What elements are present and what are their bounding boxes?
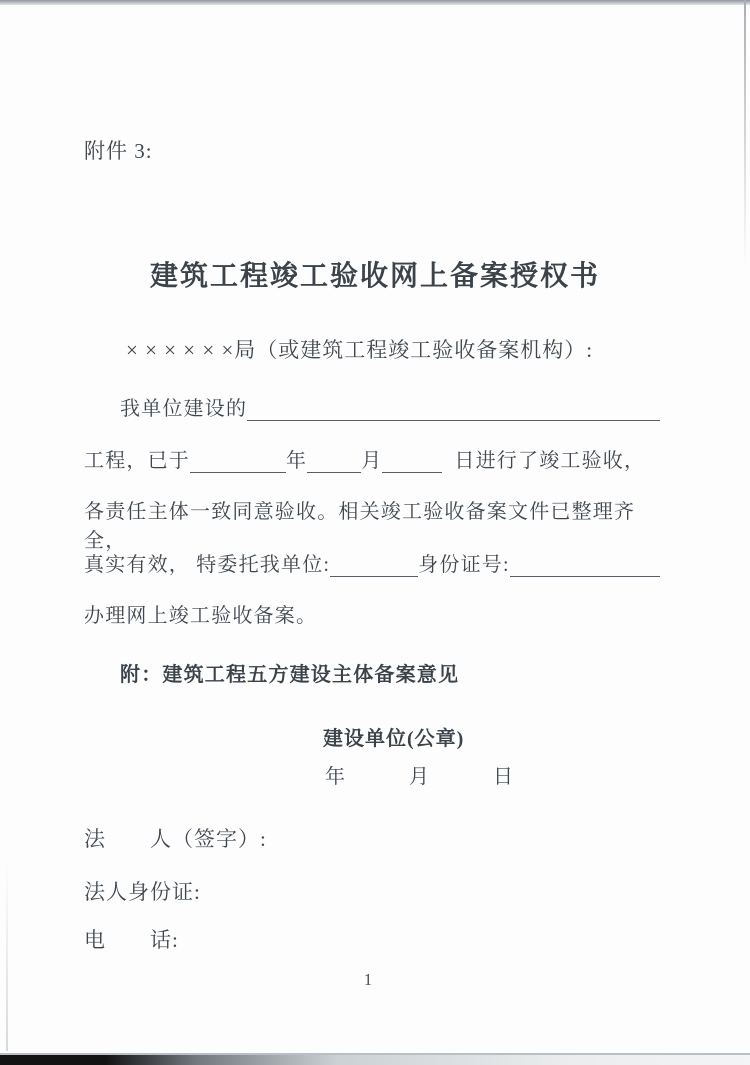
scan-edge-left bbox=[6, 860, 8, 1051]
attachment-note: 附：建筑工程五方建设主体备案意见 bbox=[120, 664, 460, 686]
month-label: 月 bbox=[361, 450, 383, 472]
salutation-line: × × × × × ×局（或建筑工程竣工验收备案机构）: bbox=[126, 338, 594, 362]
document-title: 建筑工程竣工验收网上备案授权书 bbox=[149, 260, 600, 291]
signature-date-line: 年 月 日 bbox=[325, 766, 514, 788]
legal-person-id-field: 法人身份证: bbox=[84, 880, 201, 904]
body-line-1-text: 我单位建设的 bbox=[120, 398, 248, 420]
id-number-label: 身份证号: bbox=[418, 554, 510, 576]
year-blank bbox=[190, 447, 286, 473]
body-line-5: 办理网上竣工验收备案。 bbox=[84, 605, 318, 627]
project-name-blank bbox=[247, 395, 660, 421]
scan-edge-right bbox=[744, 0, 746, 270]
body-line-2 bbox=[84, 443, 660, 473]
body-line-2-prefix: 工程，已于 bbox=[84, 450, 190, 472]
construction-unit-seal-line: 建设单位(公章) bbox=[323, 728, 465, 750]
body-line-4-prefix: 真实有效， 特委托我单位: bbox=[84, 554, 331, 576]
attachment-label: 附件 3: bbox=[84, 139, 153, 163]
month-blank bbox=[307, 447, 361, 473]
body-line-1 bbox=[84, 391, 660, 421]
day-blank bbox=[382, 447, 442, 473]
legal-person-signature-field: 法 人（签字）: bbox=[84, 827, 267, 851]
page-number: 1 bbox=[363, 970, 373, 989]
year-label: 年 bbox=[286, 450, 308, 472]
phone-field: 电 话: bbox=[84, 928, 179, 952]
body-line-4 bbox=[84, 547, 660, 577]
id-number-blank bbox=[510, 551, 660, 577]
body-line-3: 各责任主体一致同意验收。相关竣工验收备案文件已整理齐全， bbox=[84, 501, 636, 552]
scan-edge-bottom-shadow bbox=[0, 1055, 750, 1065]
entrusted-unit-blank bbox=[330, 551, 418, 577]
body-line-2-suffix: 日进行了竣工验收， bbox=[454, 450, 646, 472]
scan-edge-top bbox=[0, 0, 750, 5]
